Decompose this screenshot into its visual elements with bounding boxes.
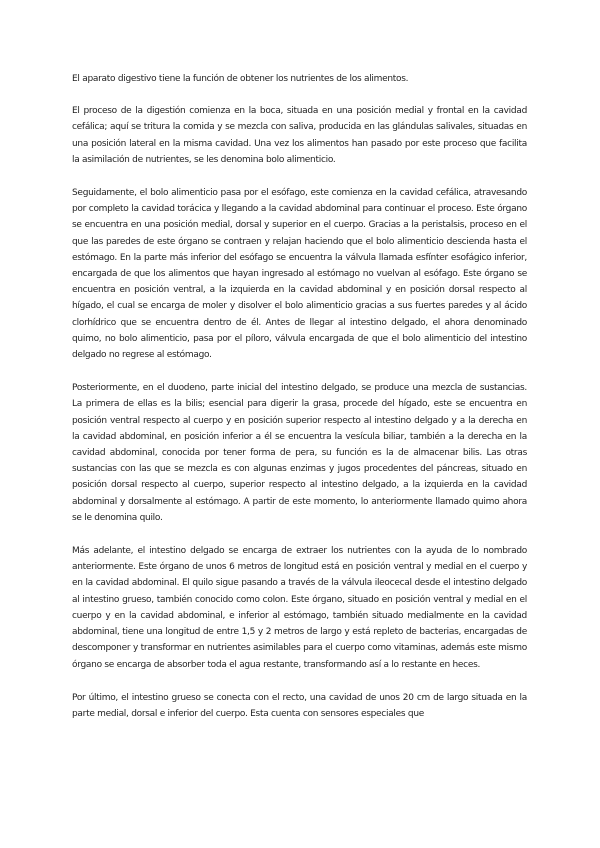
paragraph-mouth: El proceso de la digestión comienza en la boca, situada en una posición medial y frontal en la cavidad cefálica; aquí se tritura la comida y se mezcla con saliva, producida en las glándulas salivales, situadas en una posición lateral en la misma cavidad. Una vez los alimentos han pasado por este proceso que facilita la asimilación de nutrientes, se les denomina bolo alimenticio. [72, 106, 527, 165]
paragraph-intestines: Más adelante, el intestino delgado se encarga de extraer los nutrientes con la ayuda de lo nombrado anteriormente. Este órgano de unos 6 metros de longitud está en posición ventral y medial en el cuerpo y en la cavidad abdominal. El quilo sigue pasando a través de la válvula ileocecal desde el intestino delgado al intestino grueso, también conocido como colon. Este órgano, situado en posición ventral y medial en el cuerpo y en la cavidad abdominal, e inferior al estómago, también situado medialmente en la cavidad abdominal, tiene una longitud de entre 1,5 y 2 metros de largo y está repleto de bacterias, encargadas de descomponer y transformar en nutrientes asimilables para el cuerpo como vitaminas, además este mismo órgano se encarga de absorber toda el agua restante, transformando así a lo restante en heces. [72, 546, 527, 670]
paragraph-rectum: Por último, el intestino grueso se conecta con el recto, una cavidad de unos 20 cm de largo situada en la parte medial, dorsal e inferior del cuerpo. Esta cuenta con sensores especiales que [72, 692, 527, 719]
paragraph-esophagus-stomach: Seguidamente, el bolo alimenticio pasa por el esófago, este comienza en la cavidad cefálica, atravesando por completo la cavidad torácica y llegando a la cavidad abdominal para continuar el proceso. Este órgano se encuentra en una posición medial, dorsal y superior en el cuerpo. Gracias a la peristalsis, proceso en el que las paredes de este órgano se contraen y relajan haciendo que el bolo alimenticio descienda hasta el estómago. En la parte más inferior del esófago se encuentra la válvula llamada esfínter esofágico inferior, encargada de que los alimentos que hayan ingresado al estómago no vuelvan al esófago. Este órgano se encuentra en posición ventral, a la izquierda en la cavidad abdominal y en posición dorsal respecto al hígado, el cual se encarga de moler y disolver el bolo alimenticio gracias a sus fuertes paredes y al ácido clorhídrico que se encuentra dentro de él. Antes de llegar al intestino delgado, el ahora denominado quimo, no bolo alimenticio, pasa por el píloro, válvula encargada de que el bolo alimenticio del intestino delgado no regrese al estómago. [72, 188, 527, 361]
document-body [72, 71, 527, 739]
paragraph-intro: El aparato digestivo tiene la función de obtener los nutrientes de los alimentos. [72, 74, 409, 84]
paragraph-duodenum: Posteriormente, en el duodeno, parte inicial del intestino delgado, se produce una mezcla de sustancias. La primera de ellas es la bilis; esencial para digerir la grasa, procede del hígado, este se encuentra en posición ventral respecto al cuerpo y en posición superior respecto al intestino delgado y a la derecha en la cavidad abdominal, en posición inferior a él se encuentra la vesícula biliar, también a la derecha en la cavidad abdominal, conocida por tener forma de pera, su función es la de almacenar bilis. Las otras sustancias con las que se mezcla es con algunas enzimas y jugos procedentes del páncreas, situado en posición dorsal respecto al cuerpo, superior respecto al intestino delgado, a la izquierda en la cavidad abdominal y dorsalmente al estómago. A partir de este momento, lo anteriormente llamado quimo ahora se le denomina quilo. [72, 383, 527, 523]
